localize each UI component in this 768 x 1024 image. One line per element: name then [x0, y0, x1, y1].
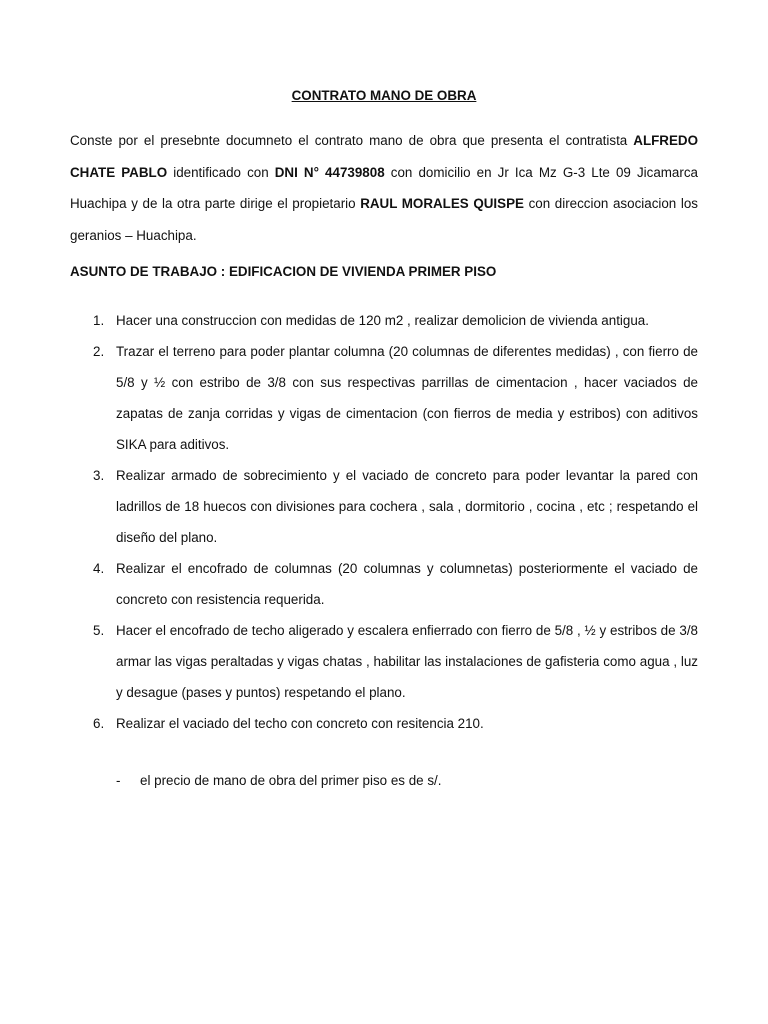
- task-item: [70, 708, 698, 739]
- intro-paragraph: [70, 125, 698, 251]
- task-number: 2.: [93, 344, 105, 359]
- task-list: [70, 305, 698, 739]
- task-text: Hacer el encofrado de techo aligerado y escalera enfierrado con fierro de 5/8 , ½ y estribos de 3/8 armar las vigas peraltadas y vigas chatas , habilitar las instalaciones de gafisteria como agua , luz y desague (pases y puntos) respetando el plano.: [116, 623, 698, 700]
- task-item: [70, 460, 698, 553]
- task-number: 5.: [93, 623, 105, 638]
- task-item: [70, 553, 698, 615]
- document-title: CONTRATO MANO DE OBRA: [291, 88, 477, 103]
- task-text: Hacer una construccion con medidas de 120 m2 , realizar demolicion de vivienda antigua.: [116, 313, 649, 328]
- task-text: Realizar el vaciado del techo con concreto con resitencia 210.: [116, 716, 484, 731]
- task-item: [70, 305, 698, 336]
- intro-text-4: con direccion asociacion los geranios – Huachipa.: [70, 196, 698, 243]
- dni-number: DNI N° 44739808: [274, 164, 385, 180]
- intro-text-3: con domicilio en Jr Ica Mz G-3 Lte 09 Jicamarca Huachipa y de la otra parte dirige el propietario: [70, 164, 698, 211]
- task-text: Realizar el encofrado de columnas (20 columnas y columnetas) posteriormente el vaciado de concreto con resistencia requerida.: [116, 561, 698, 607]
- intro-text-2: identificado con: [167, 164, 275, 180]
- task-number: 4.: [93, 561, 105, 576]
- task-item: [70, 615, 698, 708]
- price-note-text: el precio de mano de obra del primer piso es de s/.: [140, 773, 442, 788]
- task-number: 6.: [93, 716, 105, 731]
- dash-bullet: -: [116, 773, 121, 788]
- task-text: Trazar el terreno para poder plantar columna (20 columnas de diferentes medidas) , con fierro de 5/8 y ½ con estribo de 3/8 con sus respectivas parrillas de cimentacion , hacer vaciados de zapatas de zanja corridas y vigas de cimentacion (con fierros de media y estribos) con aditivos SIKA para aditivos.: [116, 344, 698, 452]
- intro-text-1: Conste por el presebnte documneto el contrato mano de obra que presenta el contratista: [70, 133, 634, 148]
- task-number: 1.: [93, 313, 105, 328]
- contractor-name: ALFREDO CHATE PABLO: [70, 133, 698, 180]
- work-subject-heading: ASUNTO DE TRABAJO : EDIFICACION DE VIVIENDA PRIMER PISO: [70, 264, 497, 279]
- task-number: 3.: [93, 468, 105, 483]
- task-item: [70, 336, 698, 460]
- owner-name: RAUL MORALES QUISPE: [360, 196, 524, 211]
- task-text: Realizar armado de sobrecimiento y el vaciado de concreto para poder levantar la pared con ladrillos de 18 huecos con divisiones para cochera , sala , dormitorio , cocina , etc ; respetando el diseño del plano.: [116, 468, 698, 545]
